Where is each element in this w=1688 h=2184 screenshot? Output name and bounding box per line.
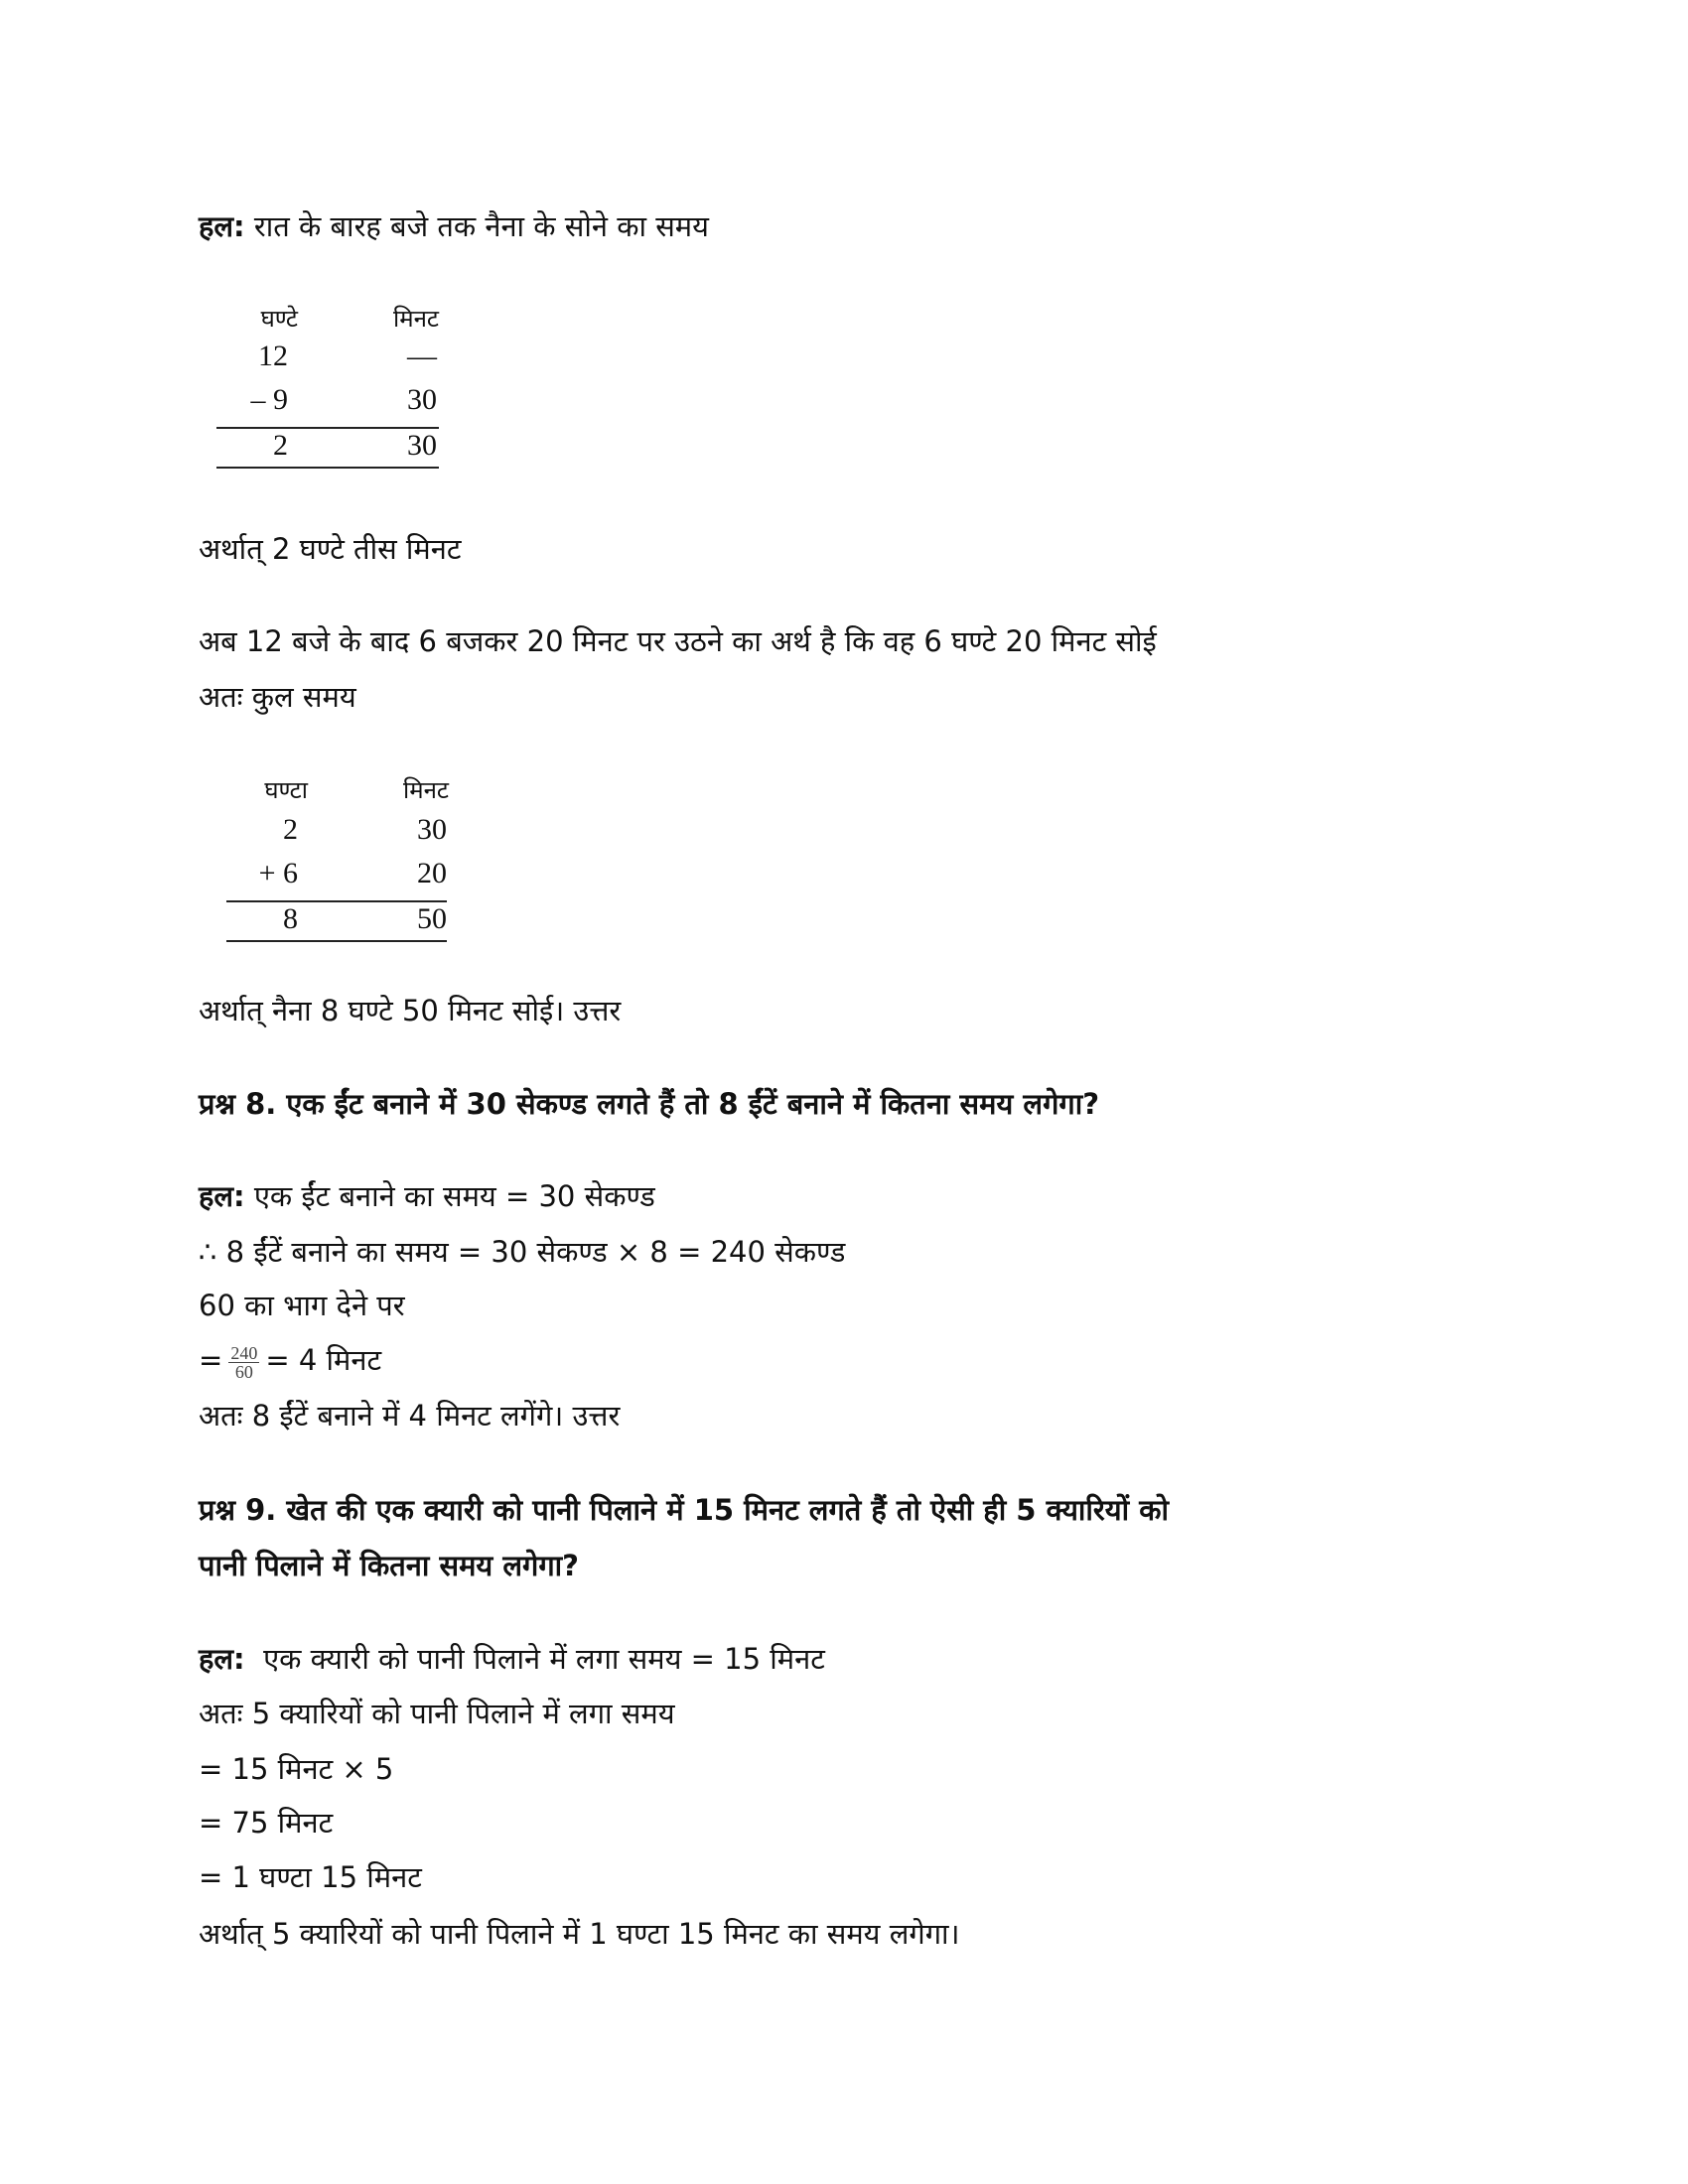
table-header-hours: घण्टे bbox=[260, 305, 298, 333]
table-cell: 2 bbox=[283, 813, 298, 846]
table-cell: 12 bbox=[258, 340, 288, 372]
solution-label: हल: bbox=[199, 1179, 245, 1213]
q8-solution-line: 60 का भाग देने पर bbox=[199, 1289, 405, 1322]
table-result-cell: 50 bbox=[417, 902, 447, 935]
answer-line: अतः 8 ईंटें बनाने में 4 मिनट लगेंगे। उत्तर bbox=[199, 1399, 621, 1433]
paragraph: अतः कुल समय bbox=[199, 680, 356, 714]
q8-solution-line: ∴ 8 ईंटें बनाने का समय = 30 सेकण्ड × 8 = 240 सेकण्ड bbox=[199, 1235, 846, 1269]
table-cell: 30 bbox=[417, 813, 447, 846]
q9-solution-line: = 15 मिनट × 5 bbox=[199, 1752, 394, 1786]
table-result-cell: 30 bbox=[407, 429, 437, 462]
solution-text: रात के बारह बजे तक नैना के सोने का समय bbox=[244, 209, 709, 243]
table-cell: 20 bbox=[417, 857, 447, 889]
q9-solution-line: = 1 घण्टा 15 मिनट bbox=[199, 1860, 422, 1894]
question-8-title: प्रश्न 8. एक ईंट बनाने में 30 सेकण्ड लगते हैं तो 8 ईंटें बनाने में कितना समय लगेगा? bbox=[199, 1087, 1100, 1121]
table-header-hours: घण्टा bbox=[264, 776, 308, 804]
fraction-numerator: 240 bbox=[230, 1342, 258, 1363]
question-9-title-line2: पानी पिलाने में कितना समय लगेगा? bbox=[199, 1549, 579, 1582]
equals-sign: = bbox=[199, 1343, 223, 1377]
solution-text: एक ईंट बनाने का समय = 30 सेकण्ड bbox=[244, 1179, 655, 1213]
q9-solution-line bbox=[199, 1641, 825, 1677]
table-cell: 30 bbox=[407, 383, 437, 416]
addition-table bbox=[218, 769, 457, 948]
question-9-title-line1: प्रश्न 9. खेत की एक क्यारी को पानी पिलाने में 15 मिनट लगते हैं तो ऐसी ही 5 क्यारियों को bbox=[199, 1493, 1170, 1527]
solution-label: हल: bbox=[199, 1642, 245, 1676]
answer-line: अर्थात् 5 क्यारियों को पानी पिलाने में 1 घण्टा 15 मिनट का समय लगेगा। bbox=[199, 1917, 960, 1951]
fraction-result: = 4 मिनट bbox=[265, 1343, 382, 1377]
q9-solution-line: अतः 5 क्यारियों को पानी पिलाने में लगा समय bbox=[199, 1697, 675, 1730]
fraction bbox=[228, 1344, 259, 1381]
table-result-cell: 2 bbox=[273, 429, 288, 462]
solution-text: एक क्यारी को पानी पिलाने में लगा समय = 15 मिनट bbox=[244, 1642, 825, 1676]
solution-label: हल: bbox=[199, 209, 245, 243]
divider bbox=[216, 467, 439, 469]
table-result-cell: 8 bbox=[283, 902, 298, 935]
meaning-line: अर्थात् 2 घण्टे तीस मिनट bbox=[199, 532, 462, 566]
table-header-minutes: मिनट bbox=[393, 305, 439, 333]
q9-solution-line: = 75 मिनट bbox=[199, 1806, 334, 1840]
q8-solution-line bbox=[199, 1178, 655, 1214]
paragraph: अब 12 बजे के बाद 6 बजकर 20 मिनट पर उठने का अर्थ है कि वह 6 घण्टे 20 मिनट सोई bbox=[199, 624, 1157, 658]
table-cell: — bbox=[407, 340, 437, 372]
table-cell: + 6 bbox=[258, 857, 298, 889]
fraction-denominator: 60 bbox=[234, 1361, 253, 1382]
divider bbox=[226, 940, 447, 942]
solution-intro bbox=[199, 208, 709, 244]
answer-line: अर्थात् नैना 8 घण्टे 50 मिनट सोई। उत्तर bbox=[199, 994, 622, 1027]
q8-fraction-line bbox=[199, 1342, 381, 1381]
subtraction-table bbox=[209, 298, 447, 477]
table-cell: – 9 bbox=[250, 383, 288, 416]
table-header-minutes: मिनट bbox=[403, 776, 449, 804]
